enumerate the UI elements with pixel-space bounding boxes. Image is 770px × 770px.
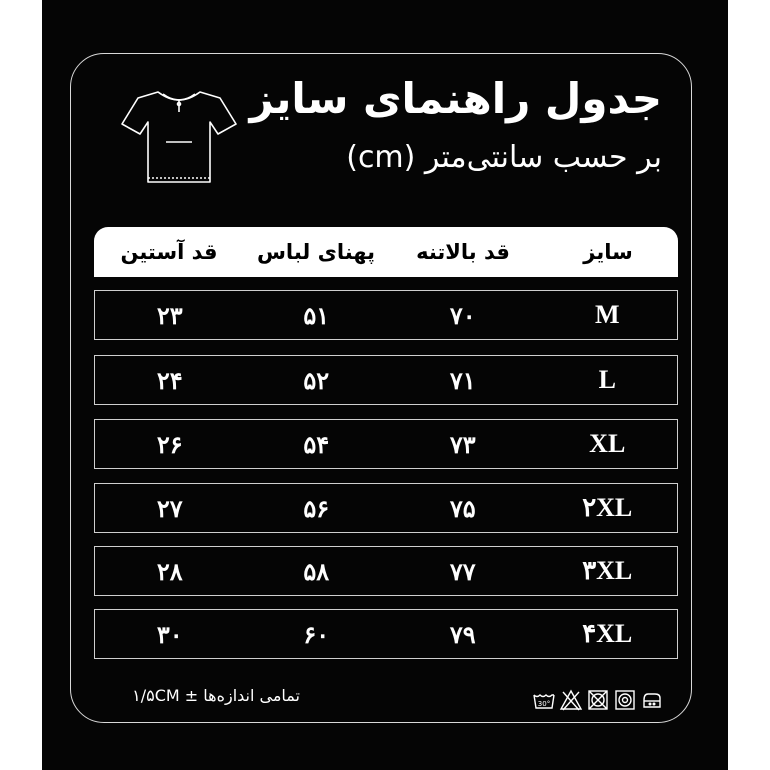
cell-sleeve-length: ۲۷ — [156, 493, 183, 523]
cell-width: ۵۱ — [303, 300, 330, 330]
iron-icon — [640, 688, 664, 712]
wash-30-icon — [532, 688, 556, 712]
cell-body-length: ۷۵ — [449, 493, 476, 523]
cell-size: XL — [589, 429, 626, 458]
cell-sleeve-length: ۲۸ — [156, 556, 183, 586]
no-bleach-icon — [559, 688, 583, 712]
cell-width: ۵۴ — [303, 429, 330, 459]
table-row — [94, 355, 678, 405]
table-row — [94, 419, 678, 469]
cell-body-length: ۷۳ — [449, 429, 476, 459]
tshirt-icon — [118, 86, 240, 186]
cell-body-length: ۷۰ — [449, 300, 476, 330]
table-row — [94, 609, 678, 659]
column-header-size: سایز — [583, 240, 633, 264]
cell-size: ۴XL — [582, 619, 633, 648]
column-header-width: پهنای لباس — [256, 240, 376, 264]
cell-size: L — [598, 365, 616, 394]
cell-size: ۲XL — [582, 493, 633, 522]
cell-width: ۵۶ — [303, 493, 330, 523]
table-row — [94, 290, 678, 340]
table-row — [94, 546, 678, 596]
column-header-sleeve-length: قد آستین — [120, 240, 218, 264]
cell-sleeve-length: ۲۶ — [156, 429, 183, 459]
cell-width: ۶۰ — [303, 619, 330, 649]
cell-size: M — [594, 300, 620, 329]
page-title: جدول راهنمای سایز — [249, 74, 662, 123]
table-header — [94, 227, 678, 277]
cell-body-length: ۷۱ — [449, 365, 476, 395]
cell-body-length: ۷۷ — [449, 556, 476, 586]
no-tumble-dry-icon — [586, 688, 610, 712]
cell-sleeve-length: ۳۰ — [156, 619, 183, 649]
table-row — [94, 483, 678, 533]
tolerance-note: تمامی اندازه‌ها ± ۱/۵CM — [132, 686, 300, 705]
cell-size: ۳XL — [582, 556, 633, 585]
wash-temp-label: 30° — [537, 700, 551, 708]
cell-sleeve-length: ۲۴ — [156, 365, 183, 395]
dry-clean-icon — [613, 688, 637, 712]
page-subtitle: بر حسب سانتی‌متر (cm) — [346, 140, 662, 175]
column-header-body-length: قد بالاتنه — [416, 240, 510, 264]
cell-width: ۵۲ — [303, 365, 330, 395]
cell-sleeve-length: ۲۳ — [156, 300, 183, 330]
care-instructions — [532, 685, 664, 715]
cell-width: ۵۸ — [303, 556, 330, 586]
cell-body-length: ۷۹ — [449, 619, 476, 649]
